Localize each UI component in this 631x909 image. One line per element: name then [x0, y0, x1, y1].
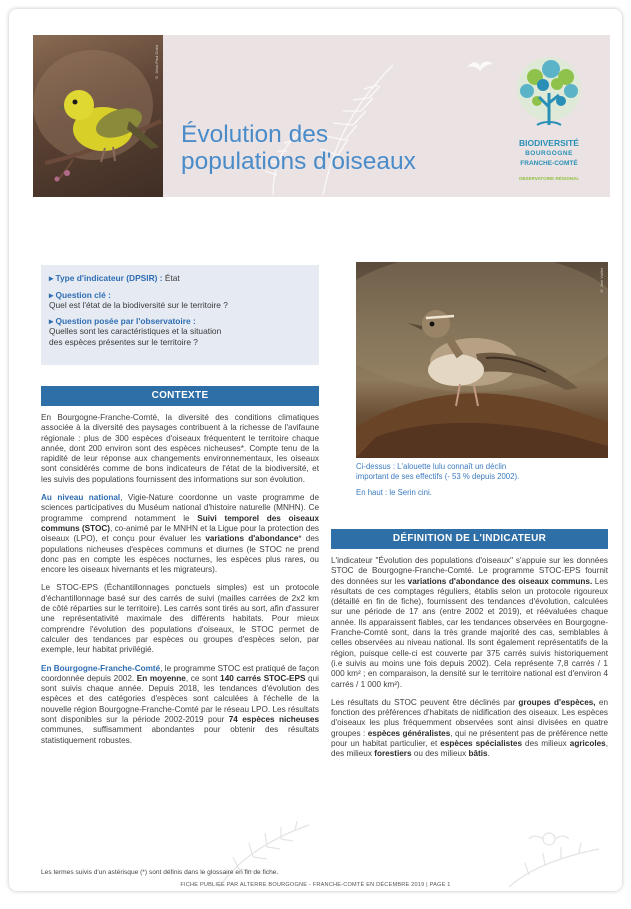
contexte-paragraph-3: Le STOC-EPS (Échantillonnages ponctuels simples) est un protocole d'échantillonnage basé sur des carrés de suivi (mailles carrées de 2x2 km de côté réparties sur le territoire). Les carrés sont tirés au sort, afin d'assurer une représentativité maximale des différents habitats. Pour mieux comprendre l'évolution des populations d'oiseaux, le STOC permet de calculer des tendances par espèces ou groupes d'espèces selon, par exemple, leur habitat privilégié.	[41, 583, 319, 655]
logo-line-3: FRANCHE-COMTÉ	[520, 160, 578, 167]
page-footer: FICHE PUBLIÉE PAR ALTERRE BOURGOGNE - FRANCHE-COMTÉ EN DÉCEMBRE 2019 | PAGE 1	[180, 882, 451, 888]
observatory-question-line-2: des espèces présentes sur le territoire ?	[49, 336, 198, 347]
contexte-paragraph-2	[41, 493, 319, 575]
definition-p2-text-i: , des milieux	[331, 739, 608, 759]
lark-photo-credit: © Joel Vuillet	[599, 268, 604, 294]
indicator-type-value: État	[162, 273, 180, 283]
contexte-body	[41, 413, 319, 754]
specialist-species-term: espèces spécialistes	[440, 739, 523, 749]
tree-logo-icon	[499, 53, 599, 133]
fern-bottom-right-icon	[489, 809, 609, 889]
contexte-paragraph-4	[41, 664, 319, 746]
regional-level-lead: En Bourgogne-Franche-Comté	[41, 663, 161, 673]
stoc-program-name: Suivi temporel des oiseaux communs (STOC)	[41, 513, 319, 533]
definition-p2-text-c: en fonction des préférences d'habitats de nidification des oiseaux. Les espèces d'oiseaux les plus fréquemment observées sont ainsi divisées en quatre groupes :	[331, 697, 608, 738]
page-title	[181, 121, 481, 175]
nesting-species-count: 74 espèces nicheuses	[228, 715, 319, 725]
definition-paragraph-2	[331, 698, 608, 760]
observatory-question-label: ▸ Question posée par l'observatoire :	[49, 315, 196, 326]
definition-heading: DÉFINITION DE L'INDICATEUR	[331, 529, 608, 549]
definition-p2-text-k: ou des milieux	[411, 749, 469, 759]
built-term: bâtis	[468, 749, 488, 759]
contexte-p4-text-e: qui sont suivis chaque année. Depuis 2018, les tendances d'évolution des espèces et des catégories d'espèces sont calculées à l'échelle de la nouvelle région Bourgogne-Franche-Comté par le réseau LPO. Les résultats sont disponibles sur la période 2002-2019 pour	[41, 673, 319, 725]
contexte-p4-text-g: communes, suffisamment abondantes pour obtenir des résultats statistiquement robustes.	[41, 725, 319, 745]
logo-line-1: BIODIVERSITÉ	[519, 138, 579, 148]
indicator-type-row	[49, 273, 311, 284]
contexte-p4-text-c: , ce sont	[185, 673, 221, 683]
abundance-variations-term: variations d'abondance	[205, 534, 299, 544]
stoc-squares-count: 140 carrés STOC-EPS	[220, 673, 306, 683]
contexte-p2-text-a: , Vigie-Nature coordonne un vaste programme de sciences participatives du Muséum national d'histoire naturelle (MNHN). Ce programme comprend notamment le	[41, 493, 319, 523]
definition-p2-text-m: .	[487, 749, 490, 759]
key-question-value: Quel est l'état de la biodiversité sur le territoire ?	[49, 300, 228, 311]
glossary-footnote: Les termes suivis d'un astérisque (*) sont définis dans le glossaire en fin de fiche.	[41, 869, 279, 876]
biodiversite-logo	[499, 53, 599, 193]
serin-photo-credit: © Jean-Paul Guiot	[154, 45, 159, 80]
on-average-term: En moyenne	[136, 673, 186, 683]
serin-bird-photo	[33, 35, 163, 197]
bird-silhouette-icon	[465, 57, 495, 75]
document-page	[9, 9, 622, 891]
woodlark-illustration	[356, 262, 608, 458]
definition-p1-text-a: L'indicateur "Évolution des populations d'oiseaux" s'appuie sur les données STOC de Bourgogne-Franche-Comté. Le programme STOC-EPS fournit des données sur les	[331, 556, 608, 586]
definition-p2-text-a: Les résultats du STOC peuvent être déclinés par	[331, 697, 519, 707]
contexte-p4-text-a: , le programme STOC est pratiqué de façon coordonnée depuis 2002.	[41, 663, 319, 683]
caption-serin: En haut : le Serin cini.	[356, 487, 432, 497]
title-line-1: Évolution des	[181, 121, 329, 148]
generalist-species-term: espèces généralistes	[367, 728, 451, 738]
species-groups-term: groupes d'espèces,	[518, 697, 596, 707]
agricultural-term: agricoles	[569, 739, 606, 749]
abundance-common-birds-term: variations d'abondance des oiseaux communs.	[407, 576, 593, 586]
definition-paragraph-1	[331, 556, 608, 690]
observatory-question-line-1: Quelles sont les caractéristiques et la situation	[49, 326, 222, 337]
key-question-label: ▸ Question clé :	[49, 289, 111, 300]
logo-line-4: OBSERVATOIRE RÉGIONAL	[518, 176, 580, 181]
caption-lark: Ci-dessus : L'alouette lulu connaît un déclin important de ses effectifs (- 53 % depuis 2002).	[356, 462, 520, 482]
serin-bird-illustration	[33, 35, 163, 197]
photo-caption	[356, 462, 601, 498]
forest-term: forestiers	[374, 749, 412, 759]
fern-bottom-left-icon	[209, 809, 319, 889]
definition-p2-text-g: des milieux	[522, 739, 570, 749]
key-questions-box	[41, 265, 319, 365]
definition-p1-text-c: Les résultats de ces comptages réguliers, établis selon un protocole rigoureux (détaillé en fin de fiche), fournissent des tendances d'évolution, calculées sur une période de 17 ans (entre 2002 et 2019), et réévaluées chaque année. Ils apparaissent fiables, car les tendances observées en Bourgogne-Franche-Comté sont, dans la très grande majorité des cas, semblables à celles observées au niveau national. Ils sont également représentatifs de la région, puisque celle-ci est couverte par 375 carrés suivis historiquement (i.e suivis au moins une fois depuis 2002). Cela représente 7,8 carrés / 1 000 km² ; en comparaison, la densité sur le territoire national est d'environ 4 carrés / 1 000 km²).	[331, 576, 608, 689]
logo-line-2: BOURGOGNE	[525, 150, 573, 157]
contexte-p2-text-c: , co-animé par le MNHN et la Ligue pour la protection des oiseaux (LPO), et conçu pour évaluer les	[41, 523, 320, 544]
national-level-lead: Au niveau national	[41, 493, 121, 503]
contexte-heading: CONTEXTE	[41, 386, 319, 406]
contexte-p2-text-e: * des populations nicheuses d'espèces communs et diurnes (le STOC ne prend donc pas en compte les espèces nocturnes, les espèces plus rares, ou encore les oiseaux hivernants et les migrateurs).	[41, 534, 320, 575]
definition-body	[331, 556, 608, 768]
indicator-type-label: ▸ Type d'indicateur (DPSIR) :	[49, 273, 163, 283]
title-line-2: populations d'oiseaux	[181, 148, 416, 175]
lark-photo	[356, 262, 608, 458]
contexte-paragraph-1: En Bourgogne-Franche-Comté, la diversité des conditions climatiques associée à la diversité des paysages contribuent à la richesse de l'avifaune régionale : plus de 300 espèces d'oiseaux fréquentent le territoire chaque année, dont 200 environ sont des espèces nicheuses*. Compte tenu de la rapidité de leur réponse aux changements environnementaux, les oiseaux sont considérés comme de bons indicateurs de l'état de la biodiversité, et les suivis des populations fournissent des informations sur son évolution.	[41, 413, 319, 484]
definition-p2-text-e: , qui ne présentent pas de préférence nette pour un habitat particulier, et	[331, 728, 608, 749]
